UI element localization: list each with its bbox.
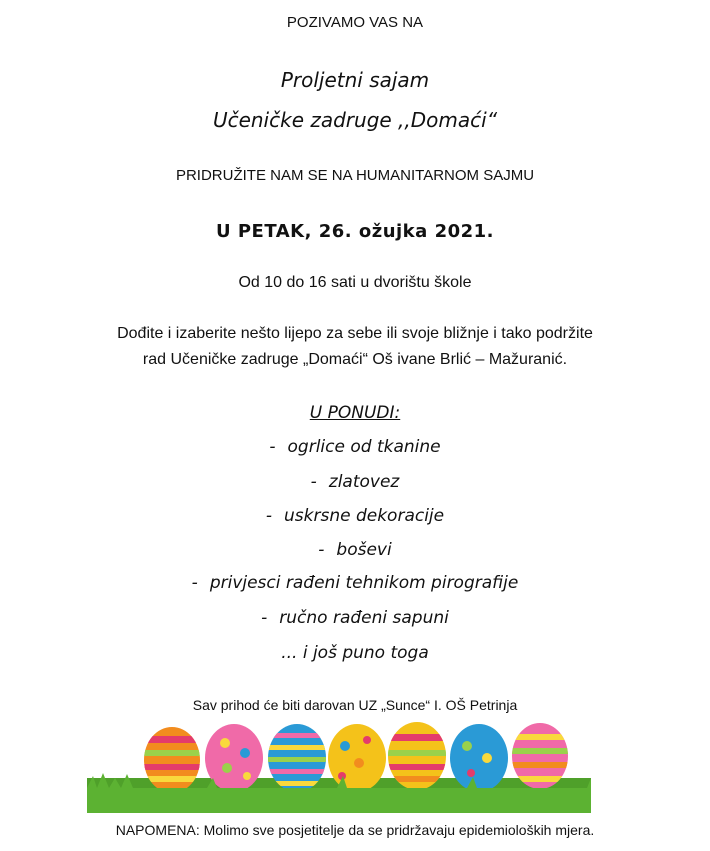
- offer-item: [0, 506, 710, 526]
- offer-item: [0, 472, 710, 492]
- offer-item-label: privjesci rađeni tehnikom pirografije: [209, 573, 519, 593]
- offer-item-label: boševi: [336, 540, 392, 560]
- event-time-place: Od 10 do 16 sati u dvorištu škole: [238, 274, 472, 291]
- offer-item-label: zlatovez: [328, 472, 400, 492]
- event-date: U PETAK, 26. ožujka 2021.: [215, 221, 495, 242]
- easter-eggs-image: [87, 718, 591, 813]
- offer-dash: -: [191, 573, 198, 593]
- fair-title: Proljetni sajam: [280, 68, 430, 92]
- offer-item: [0, 573, 710, 593]
- offer-dash: -: [310, 472, 317, 492]
- income-note: Sav prihod će biti darovan UZ „Sunce“ I. OŠ Petrinja: [192, 697, 518, 713]
- cooperative-title: Učeničke zadruge ,,Domaći“: [212, 108, 498, 132]
- offer-dash: -: [265, 506, 272, 526]
- intro-text: POZIVAMO VAS NA: [286, 14, 424, 31]
- offer-item: [0, 540, 710, 560]
- offer-dash: -: [318, 540, 325, 560]
- offer-dash: -: [269, 437, 276, 457]
- join-text: PRIDRUŽITE NAM SE NA HUMANITARNOM SAJMU: [175, 167, 535, 184]
- invitation-line-2: rad Učeničke zadruge „Domaći“ Oš ivane Brlić – Mažuranić.: [142, 351, 568, 368]
- offer-item: [0, 437, 710, 457]
- invitation-paragraph: [0, 321, 710, 373]
- offer-item-label: uskrsne dekoracije: [284, 506, 445, 526]
- offer-dash: -: [261, 608, 268, 628]
- invitation-line-1: Dođite i izaberite nešto lijepo za sebe ili svoje bližnje i tako podržite: [117, 325, 593, 342]
- offer-more: ... i još puno toga: [281, 643, 429, 663]
- napomena-note: NAPOMENA: Molimo sve posjetitelje da se pridržavaju epidemioloških mjera.: [115, 822, 595, 838]
- offer-heading: U PONUDI:: [309, 403, 401, 423]
- offer-item: [0, 608, 710, 628]
- offer-item-label: ogrlice od tkanine: [287, 437, 441, 457]
- offer-item-label: ručno rađeni sapuni: [279, 608, 449, 628]
